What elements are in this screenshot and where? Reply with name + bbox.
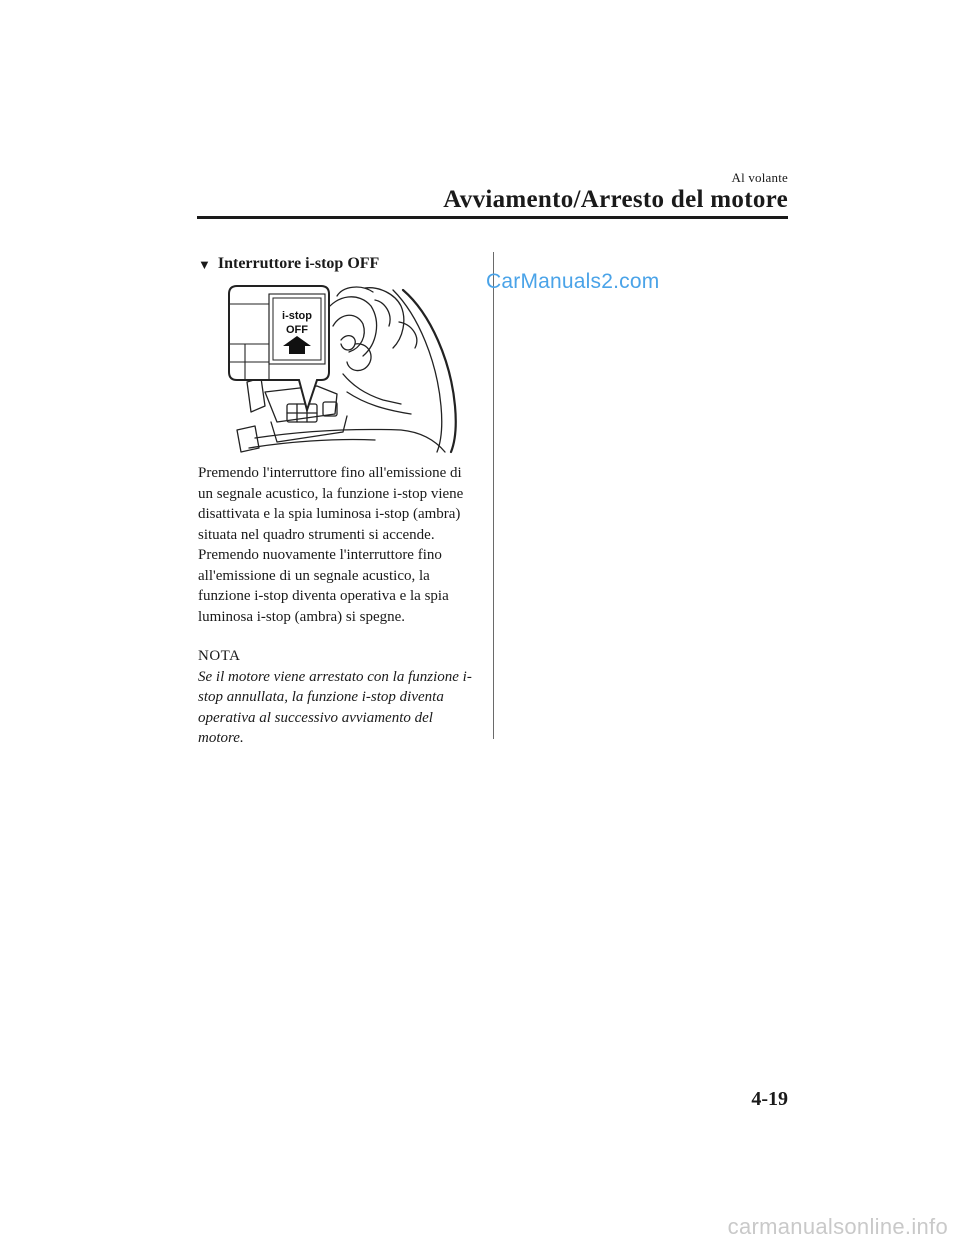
header-rule — [197, 216, 788, 219]
note-label: NOTA — [198, 648, 241, 664]
footer-watermark: carmanualsonline.info — [727, 1214, 948, 1239]
note-block — [198, 646, 480, 749]
section-heading — [198, 255, 379, 273]
section-label: Al volante — [731, 170, 788, 185]
button-label-istop: i-stop — [282, 310, 312, 322]
section-heading-text: Interruttore i-stop OFF — [217, 255, 380, 272]
watermark-text: CarManuals2.com — [486, 270, 660, 293]
chapter-title: Avviamento/Arresto del motore — [443, 186, 788, 213]
triangle-down-icon: ▼ — [198, 256, 211, 272]
body-paragraph: Premendo l'interruttore fino all'emissione di un segnale acustico, la funzione i-stop viene disattivata e la spia luminosa i-stop (ambra) situata nel quadro strumenti si accende. Premendo nuovamente l'interruttore fino all'emissione di un segnale acustico, la funzione i-stop diventa operativa e la spia luminosa i-stop (ambra) si spegne. — [198, 465, 464, 625]
note-text: Se il motore viene arrestato con la funzione i-stop annullata, la funzione i-stop diventa operativa al successivo avviamento del motore. — [198, 668, 472, 746]
callout-bubble — [229, 286, 329, 410]
page-number: 4-19 — [751, 1088, 788, 1110]
istop-switch-illustration — [225, 282, 465, 455]
button-label-off: OFF — [286, 324, 308, 336]
column-divider — [493, 252, 494, 739]
